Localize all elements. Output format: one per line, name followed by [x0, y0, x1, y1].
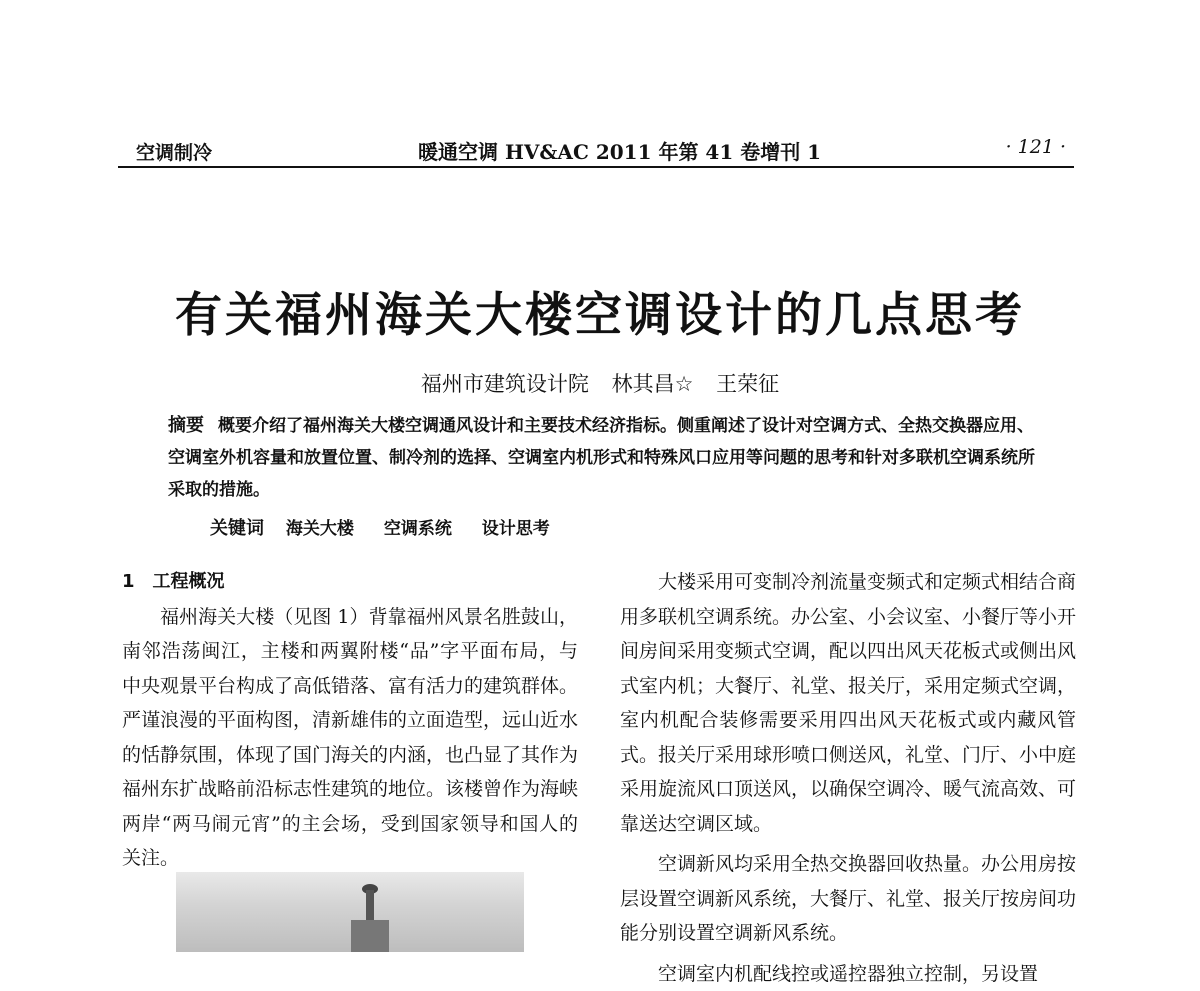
- keywords: [210, 514, 574, 540]
- body-paragraph: 福州海关大楼（见图 1）背靠福州风景名胜鼓山，南邻浩荡闽江，主楼和两翼附楼“品”字平面布局，与中央观景平台构成了高低错落、富有活力的建筑群体。严谨浪漫的平面构图，清新雄伟的立面造型，远山近水的恬静氛围，体现了国门海关的内涵，也凸显了其作为福州东扩战略前沿标志性建筑的地位。该楼曾作为海峡两岸“两马闹元宵”的主会场，受到国家领导和国人的关注。: [122, 600, 578, 876]
- right-column: [620, 565, 1076, 991]
- keywords-label: 关键词: [210, 518, 264, 539]
- section-number: 1: [122, 571, 135, 592]
- body-paragraph: 空调室内机配线控或遥控器独立控制，另设置: [620, 957, 1076, 991]
- header-rule: [118, 166, 1074, 168]
- author-2: 王荣征: [716, 372, 779, 396]
- section-label: 空调制冷: [136, 138, 212, 165]
- abstract: [168, 410, 1048, 506]
- abstract-text: 概要介绍了福州海关大楼空调通风设计和主要技术经济指标。侧重阐述了设计对空调方式、全热交换器应用、空调室外机容量和放置位置、制冷剂的选择、空调室内机形式和特殊风口应用等问题的思考和针对多联机空调系统所采取的措施。: [168, 416, 1035, 500]
- section-title: 工程概况: [153, 571, 225, 592]
- building-photo: [176, 872, 524, 952]
- running-header: [118, 132, 1074, 170]
- article-title: 有关福州海关大楼空调设计的几点思考: [0, 278, 1200, 345]
- abstract-label: 摘要: [168, 415, 204, 436]
- page-number: · 121 ·: [1006, 136, 1066, 158]
- keyword: 海关大楼: [286, 519, 354, 539]
- keyword: 设计思考: [482, 519, 550, 539]
- author-1: 林其昌☆: [612, 372, 694, 396]
- body-paragraph: 空调新风均采用全热交换器回收热量。办公用房按层设置空调新风系统，大餐厅、礼堂、报关厅按房间功能分别设置空调新风系统。: [620, 847, 1076, 951]
- institution: 福州市建筑设计院: [421, 372, 589, 396]
- body-paragraph: 大楼采用可变制冷剂流量变频式和定频式相结合商用多联机空调系统。办公室、小会议室、小餐厅等小开间房间采用变频式空调，配以四出风天花板式或侧出风式室内机；大餐厅、礼堂、报关厅，采用定频式空调，室内机配合装修需要采用四出风天花板式或内藏风管式。报关厅采用球形喷口侧送风，礼堂、门厅、小中庭采用旋流风口顶送风，以确保空调冷、暖气流高效、可靠送达空调区域。: [620, 565, 1076, 841]
- left-column: [122, 565, 578, 876]
- keyword: 空调系统: [384, 519, 452, 539]
- tower: [351, 920, 389, 952]
- section-heading: [122, 565, 578, 600]
- author-line: [0, 368, 1200, 398]
- journal-info: 暖通空调 HV&AC 2011 年第 41 卷增刊 1: [418, 136, 821, 165]
